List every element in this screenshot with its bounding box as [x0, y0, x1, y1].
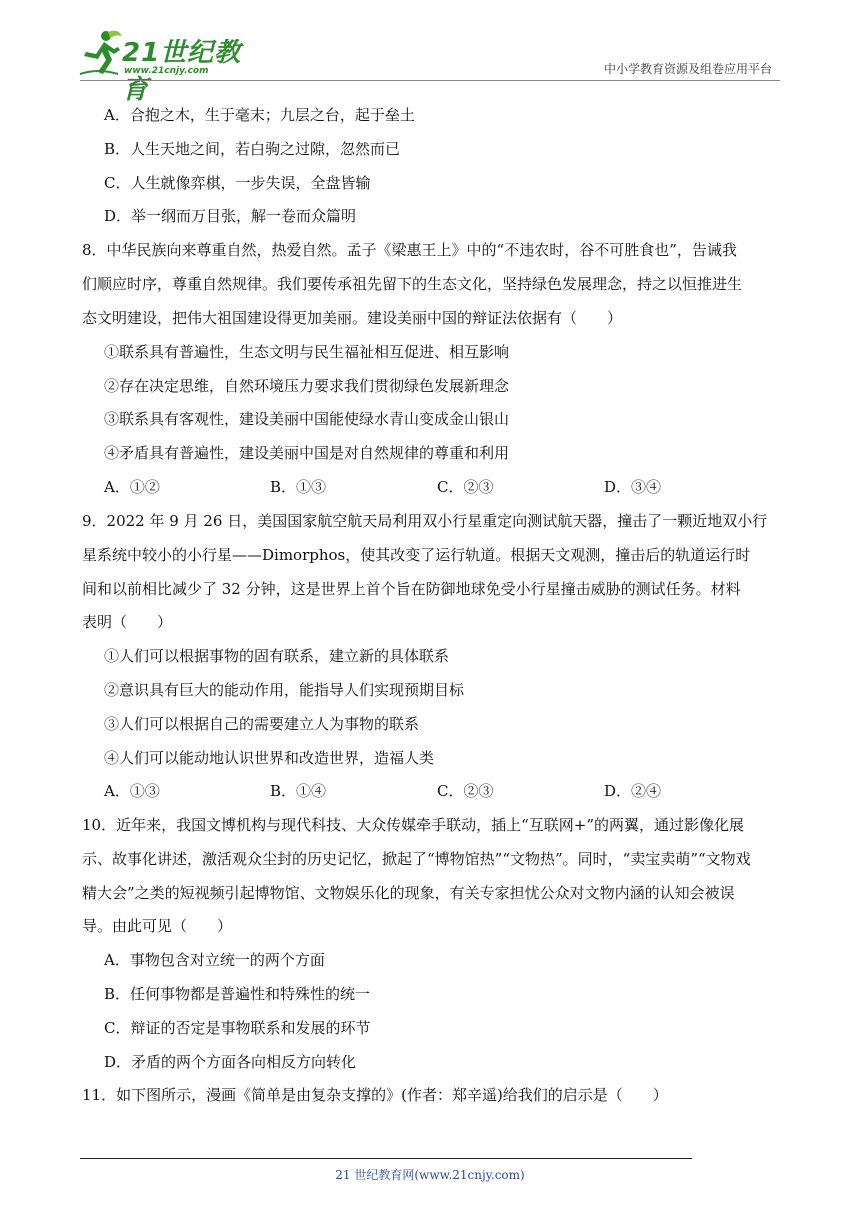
q8-statement-1: ①联系具有普遍性，生态文明与民生福祉相互促进、相互影响 — [104, 343, 510, 361]
q7-option-d: D．举一纲而万目张，解一卷而众篇明 — [104, 207, 357, 225]
q10-stem-line2: 示、故事化讲述，激活观众尘封的历史记忆，掀起了“博物馆热”“文物热”。同时，“卖宝卖萌”“文物戏 — [82, 850, 751, 868]
q7-option-a: A．合抱之木，生于毫末；九层之台，起于垒土 — [104, 106, 415, 124]
q10-option-b: B．任何事物都是普遍性和特殊性的统一 — [104, 985, 371, 1003]
logo — [78, 28, 248, 105]
footer-divider — [80, 1158, 692, 1159]
q9-option-d: D．②④ — [604, 782, 662, 800]
logo-text: 21世纪教育 — [122, 38, 242, 105]
q9-stem-line3: 间和以前相比减少了 32 分钟，这是世界上首个旨在防御地球免受小行星撞击威胁的测试任务。材料 — [82, 580, 741, 598]
q10-stem-line1: 10．近年来，我国文博机构与现代科技、大众传媒牵手联动，插上“互联网+”的两翼，通过影像化展 — [82, 816, 744, 834]
q9-option-a: A．①③ — [104, 782, 160, 800]
q7-option-c: C．人生就像弈棋，一步失误，全盘皆输 — [104, 174, 371, 192]
q10-option-c: C．辩证的否定是事物联系和发展的环节 — [104, 1019, 371, 1037]
q9-option-b: B．①④ — [270, 782, 327, 800]
runner-logo-icon — [78, 28, 124, 78]
q8-option-d: D．③④ — [604, 478, 662, 496]
logo-url: www.21cnjy.com — [124, 66, 209, 76]
q9-stem-line1: 9．2022 年 9 月 26 日，美国国家航空航天局利用双小行星重定向测试航天器，撞击了一颗近地双小行 — [82, 512, 768, 530]
platform-title: 中小学教育资源及组卷应用平台 — [603, 62, 772, 76]
q8-stem-line1: 8．中华民族向来尊重自然，热爱自然。孟子《梁惠王上》中的“不违农时，谷不可胜食也”，告诫我 — [82, 241, 737, 259]
q10-stem-line3: 精大会”之类的短视频引起博物馆、文物娱乐化的现象，有关专家担忧公众对文物内涵的认知会被误 — [82, 884, 735, 902]
q8-option-c: C．②③ — [437, 478, 494, 496]
q11-stem-line1: 11．如下图所示，漫画《简单是由复杂支撑的》(作者：郑辛遥)给我们的启示是（ ） — [82, 1086, 668, 1104]
q9-option-c: C．②③ — [437, 782, 494, 800]
q8-option-a: A．①② — [104, 478, 160, 496]
q7-option-b: B．人生天地之间，若白驹之过隙，忽然而已 — [104, 140, 401, 158]
q8-option-b: B．①③ — [270, 478, 327, 496]
q8-statement-3: ③联系具有客观性，建设美丽中国能使绿水青山变成金山银山 — [104, 410, 510, 428]
q8-stem-line2: 们顺应时序，尊重自然规律。我们要传承祖先留下的生态文化，坚持绿色发展理念，持之以恒推进生 — [82, 275, 743, 293]
q8-stem-line3: 态文明建设，把伟大祖国建设得更加美丽。建设美丽中国的辩证法依据有（ ） — [82, 309, 623, 327]
q9-stem-line2: 星系统中较小的小行星——Dimorphos，使其改变了运行轨道。根据天文观测，撞击后的轨道运行时 — [82, 546, 751, 564]
q9-stem-line4: 表明（ ） — [82, 613, 173, 631]
page-header — [0, 0, 860, 105]
q9-statement-3: ③人们可以根据自己的需要建立人为事物的联系 — [104, 715, 420, 733]
q9-statement-4: ④人们可以能动地认识世界和改造世界，造福人类 — [104, 749, 435, 767]
q8-statement-4: ④矛盾具有普遍性，建设美丽中国是对自然规律的尊重和利用 — [104, 444, 510, 462]
q8-statement-2: ②存在决定思维，自然环境压力要求我们贯彻绿色发展新理念 — [104, 377, 510, 395]
header-divider — [80, 80, 780, 81]
footer-text: 21 世纪教育网(www.21cnjy.com) — [335, 1168, 525, 1182]
q10-option-d: D．矛盾的两个方面各向相反方向转化 — [104, 1053, 357, 1071]
q10-stem-line4: 导。由此可见（ ） — [82, 917, 233, 935]
q9-statement-1: ①人们可以根据事物的固有联系，建立新的具体联系 — [104, 647, 450, 665]
q9-statement-2: ②意识具有巨大的能动作用，能指导人们实现预期目标 — [104, 681, 465, 699]
q10-option-a: A．事物包含对立统一的两个方面 — [104, 951, 325, 969]
